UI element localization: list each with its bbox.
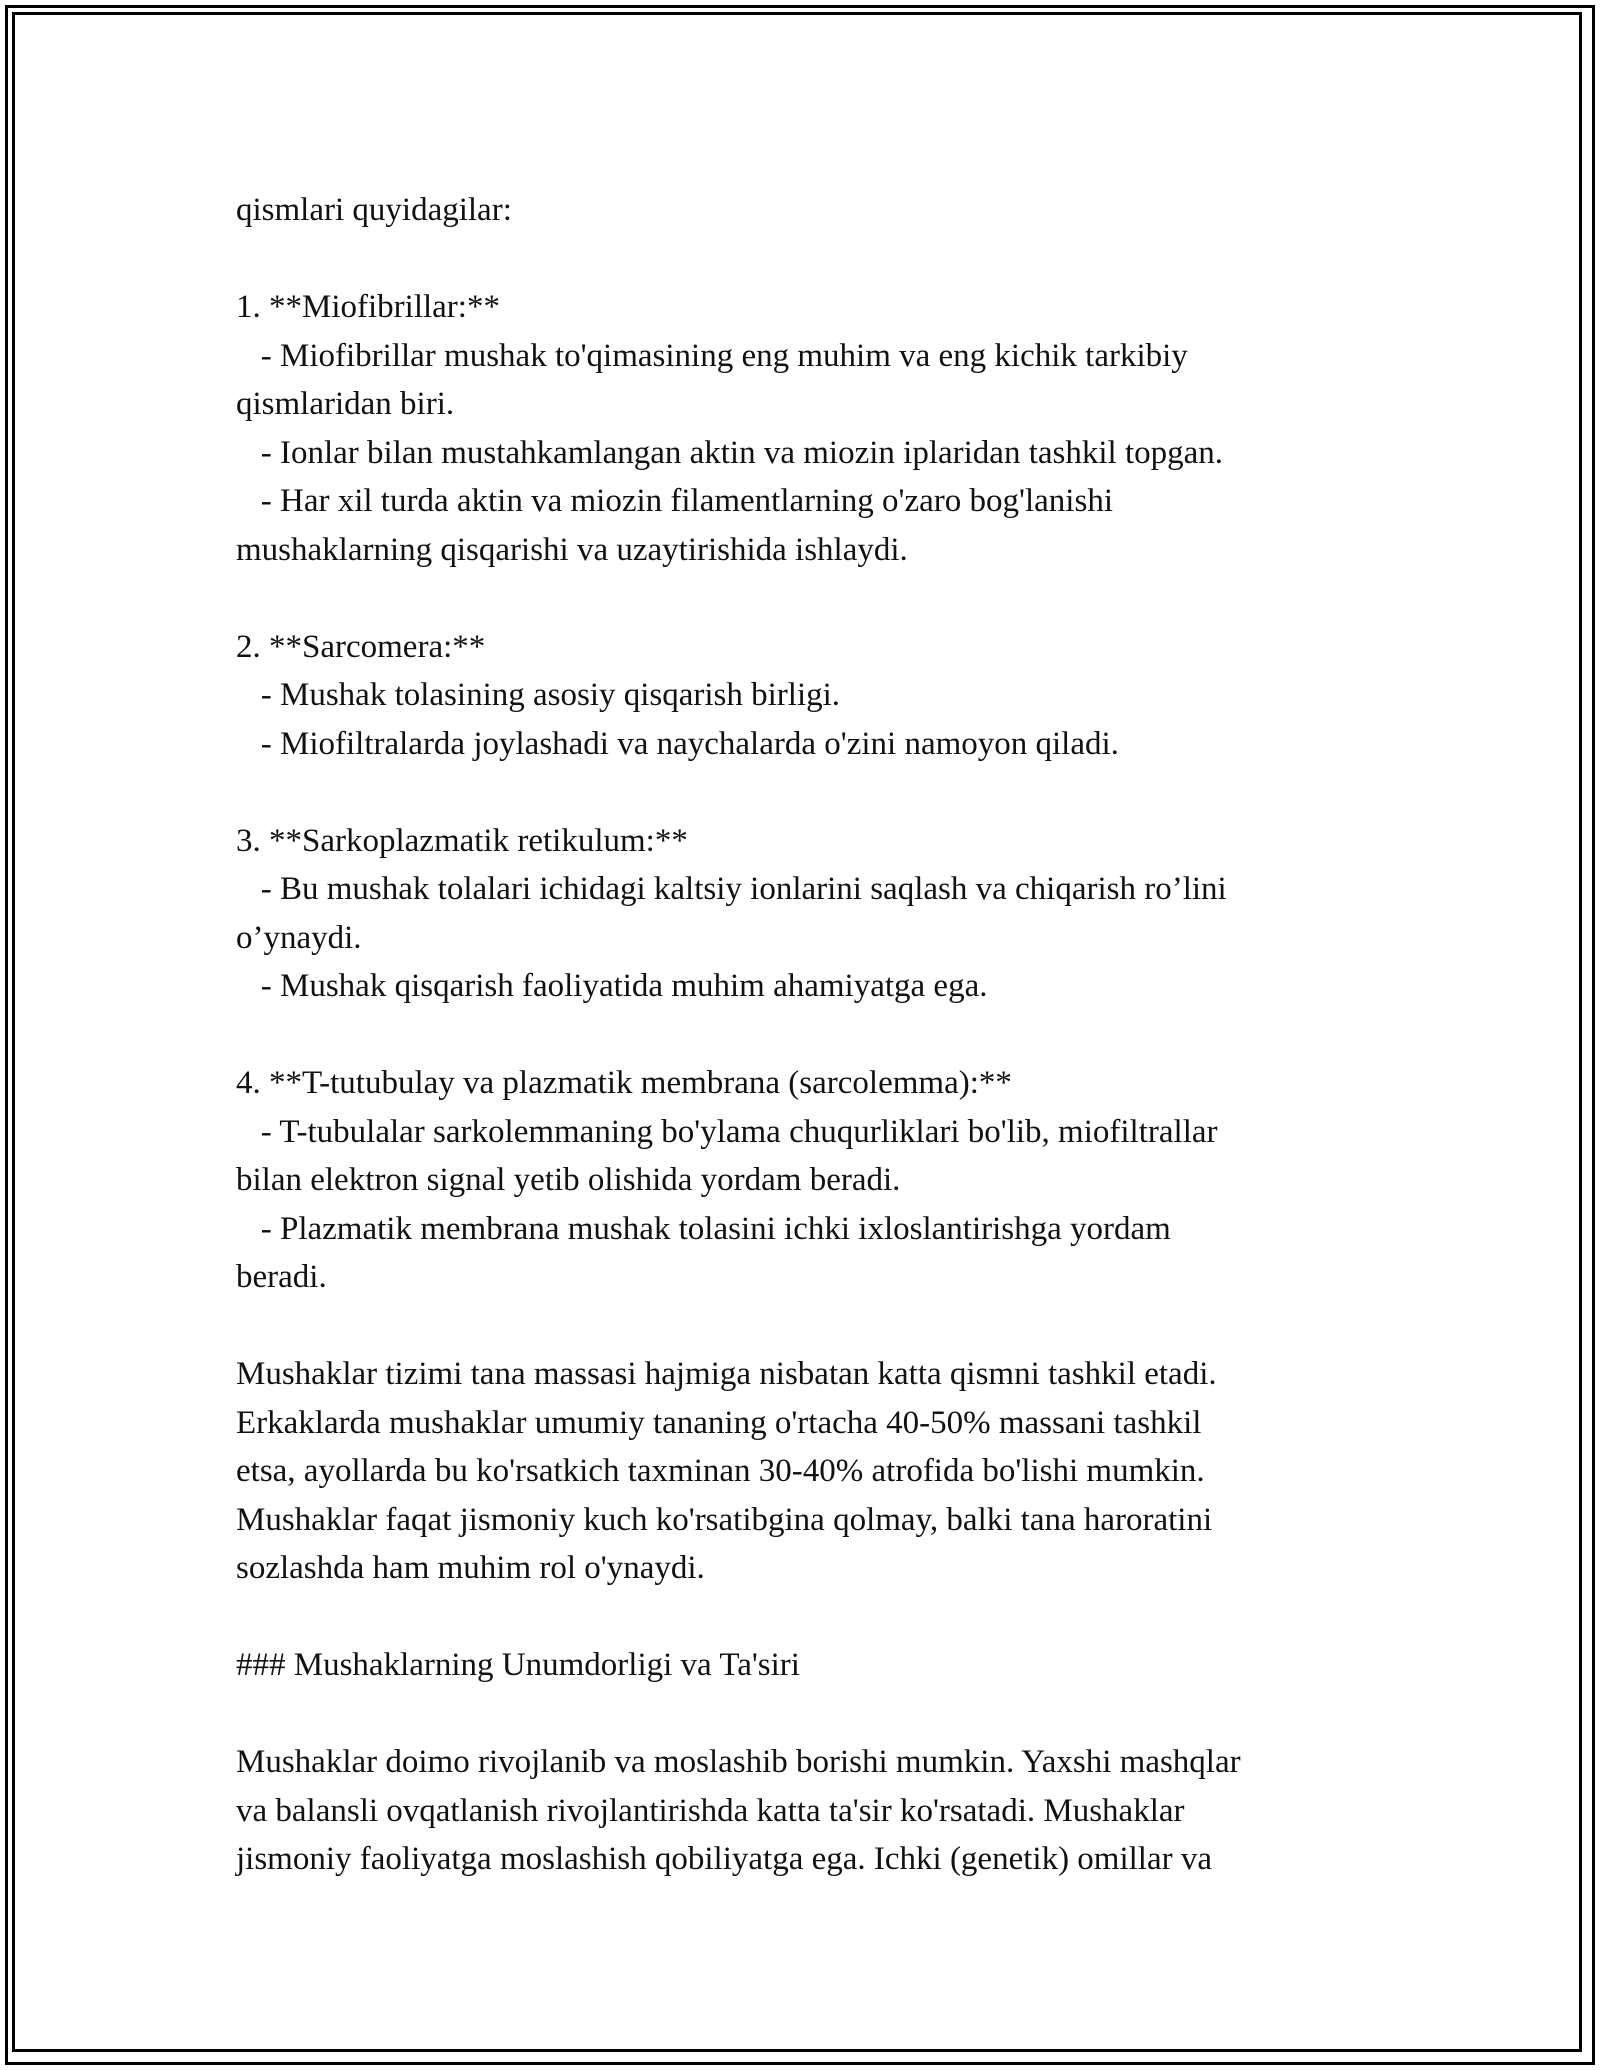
paragraph-mushaklar-tizimi bbox=[236, 1350, 1376, 1593]
section-heading: 2. **Sarcomera:** bbox=[236, 628, 486, 665]
spacer bbox=[236, 1302, 1376, 1351]
section-heading: 4. **T-tutubulay va plazmatik membrana (sarcolemma):** bbox=[236, 1065, 1012, 1101]
section-sarcomera bbox=[236, 623, 1376, 769]
section-line: bilan elektron signal yetib olishida yordam beradi. bbox=[236, 1162, 901, 1198]
paragraph-line: etsa, ayollarda bu ko'rsatkich taxminan 30-40% atrofida bo'lishi mumkin. bbox=[236, 1453, 1205, 1489]
section-line: o’ynaydi. bbox=[236, 919, 362, 956]
paragraph-line: Mushaklar faqat jismoniy kuch ko'rsatibgina qolmay, balki tana haroratini bbox=[236, 1501, 1213, 1538]
section-sarkoplazmatik-retikulum bbox=[236, 817, 1376, 1011]
subheading: ### Mushaklarning Unumdorligi va Ta'siri bbox=[236, 1647, 800, 1683]
paragraph-unumdorlik bbox=[236, 1738, 1376, 1884]
paragraph-line: Mushaklar doimo rivojlanib va moslashib borishi mumkin. Yaxshi mashqlar bbox=[236, 1744, 1241, 1780]
section-heading: 1. **Miofibrillar:** bbox=[236, 289, 500, 325]
document-body bbox=[236, 186, 1376, 1884]
spacer bbox=[236, 1011, 1376, 1060]
paragraph-line: Erkaklarda mushaklar umumiy tananing o'rtacha 40-50% massani tashkil bbox=[236, 1404, 1202, 1441]
section-line: - Mushak tolasining asosiy qisqarish birligi. bbox=[236, 677, 841, 713]
spacer bbox=[236, 768, 1376, 817]
spacer bbox=[236, 574, 1376, 623]
paragraph-line: sozlashda ham muhim rol o'ynaydi. bbox=[236, 1550, 705, 1586]
section-line: - Plazmatik membrana mushak tolasini ichki ixloslantirishga yordam bbox=[236, 1210, 1171, 1247]
section-line: - Mushak qisqarish faoliyatida muhim ahamiyatga ega. bbox=[236, 968, 988, 1004]
section-t-tubulay bbox=[236, 1059, 1376, 1302]
section-line: - Miofibrillar mushak to'qimasining eng muhim va eng kichik tarkibiy bbox=[236, 337, 1188, 374]
section-miofibrillar bbox=[236, 283, 1376, 574]
section-line: - Har xil turda aktin va miozin filamentlarning o'zaro bog'lanishi bbox=[236, 483, 1113, 519]
section-line: - T-tubulalar sarkolemmaning bo'ylama chuqurliklari bo'lib, miofiltrallar bbox=[236, 1113, 1218, 1150]
paragraph-line: va balansli ovqatlanish rivojlantirishda katta ta'sir ko'rsatadi. Mushaklar bbox=[236, 1792, 1185, 1829]
paragraph-line: jismoniy faoliyatga moslashish qobiliyatga ega. Ichki (genetik) omillar va bbox=[236, 1841, 1213, 1877]
section-line: - Bu mushak tolalari ichidagi kaltsiy ionlarini saqlash va chiqarish ro’lini bbox=[236, 871, 1227, 907]
section-line: mushaklarning qisqarishi va uzaytirishida ishlaydi. bbox=[236, 531, 908, 568]
spacer bbox=[236, 1690, 1376, 1739]
paragraph-line: Mushaklar tizimi tana massasi hajmiga nisbatan katta qismni tashkil etadi. bbox=[236, 1356, 1217, 1392]
section-line: beradi. bbox=[236, 1259, 327, 1295]
intro-line: qismlari quyidagilar: bbox=[236, 192, 512, 228]
section-heading: 3. **Sarkoplazmatik retikulum:** bbox=[236, 822, 688, 859]
section-line: - Ionlar bilan mustahkamlangan aktin va miozin iplaridan tashkil topgan. bbox=[236, 434, 1224, 471]
section-line: - Miofiltralarda joylashadi va naychalarda o'zini namoyon qiladi. bbox=[236, 725, 1119, 762]
spacer bbox=[236, 235, 1376, 284]
spacer bbox=[236, 1593, 1376, 1642]
section-line: qismlaridan biri. bbox=[236, 386, 455, 422]
